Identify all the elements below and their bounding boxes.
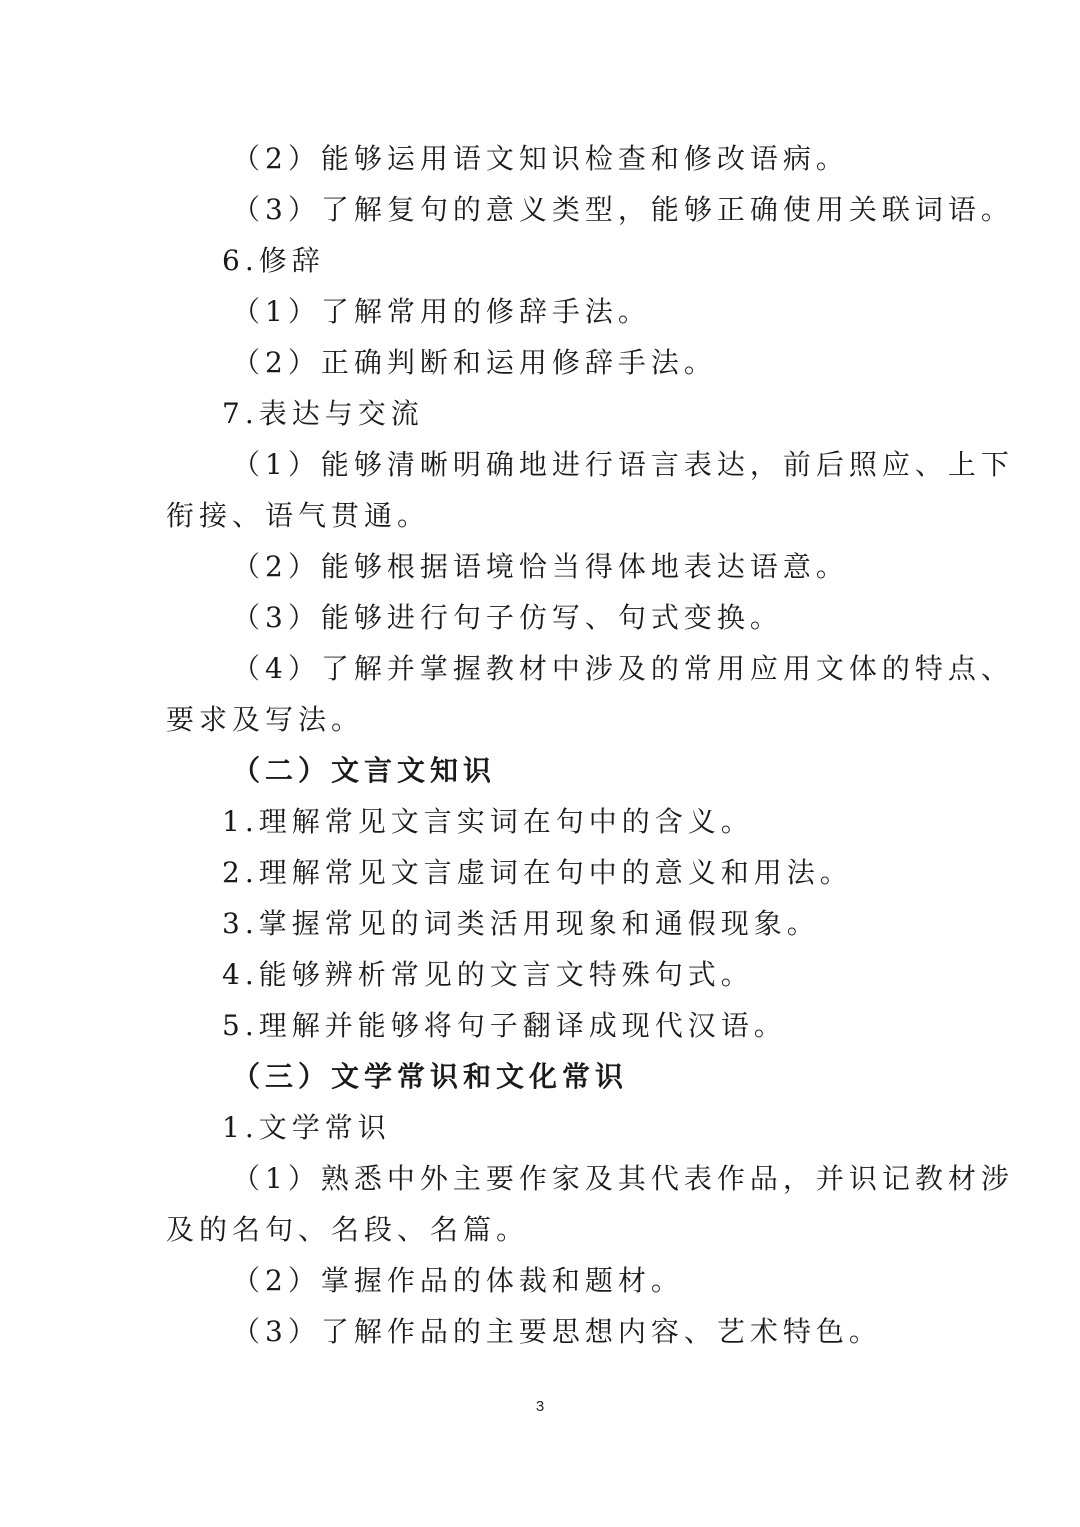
list-item: 2.理解常见文言虚词在句中的意义和用法。 bbox=[222, 856, 853, 889]
list-item: （2）掌握作品的体裁和题材。 bbox=[232, 1264, 684, 1297]
list-item: （2）能够运用语文知识检查和修改语病。 bbox=[232, 142, 849, 175]
document-body bbox=[166, 133, 1014, 1357]
list-item: （1）熟悉中外主要作家及其代表作品，并识记教材涉 bbox=[232, 1162, 1014, 1195]
chapter-heading: （二）文言文知识 bbox=[232, 754, 497, 787]
list-item: （4）了解并掌握教材中涉及的常用应用文体的特点、 bbox=[232, 652, 1014, 685]
list-item-continuation: 要求及写法。 bbox=[166, 703, 365, 736]
page-number: 3 bbox=[535, 1398, 545, 1415]
list-item: （3）了解作品的主要思想内容、艺术特色。 bbox=[232, 1315, 882, 1348]
list-item: （2）能够根据语境恰当得体地表达语意。 bbox=[232, 550, 849, 583]
list-item: 1.理解常见文言实词在句中的含义。 bbox=[222, 805, 754, 838]
list-item: 4.能够辨析常见的文言文特殊句式。 bbox=[222, 958, 754, 991]
list-item: （1）了解常用的修辞手法。 bbox=[232, 295, 651, 328]
list-item: （2）正确判断和运用修辞手法。 bbox=[232, 346, 717, 379]
list-item: 5.理解并能够将句子翻译成现代汉语。 bbox=[222, 1009, 787, 1042]
list-item: （1）能够清晰明确地进行语言表达，前后照应、上下 bbox=[232, 448, 1014, 481]
list-item-continuation: 及的名句、名段、名篇。 bbox=[166, 1213, 530, 1246]
list-item: 3.掌握常见的词类活用现象和通假现象。 bbox=[222, 907, 820, 940]
list-item-continuation: 衔接、语气贯通。 bbox=[166, 499, 431, 532]
chapter-heading: （三）文学常识和文化常识 bbox=[232, 1060, 629, 1093]
section-heading: 6.修辞 bbox=[222, 244, 325, 277]
list-item: （3）了解复句的意义类型，能够正确使用关联词语。 bbox=[232, 193, 1014, 226]
list-item: （3）能够进行句子仿写、句式变换。 bbox=[232, 601, 783, 634]
section-heading: 1.文学常识 bbox=[222, 1111, 391, 1144]
section-heading: 7.表达与交流 bbox=[222, 397, 424, 430]
